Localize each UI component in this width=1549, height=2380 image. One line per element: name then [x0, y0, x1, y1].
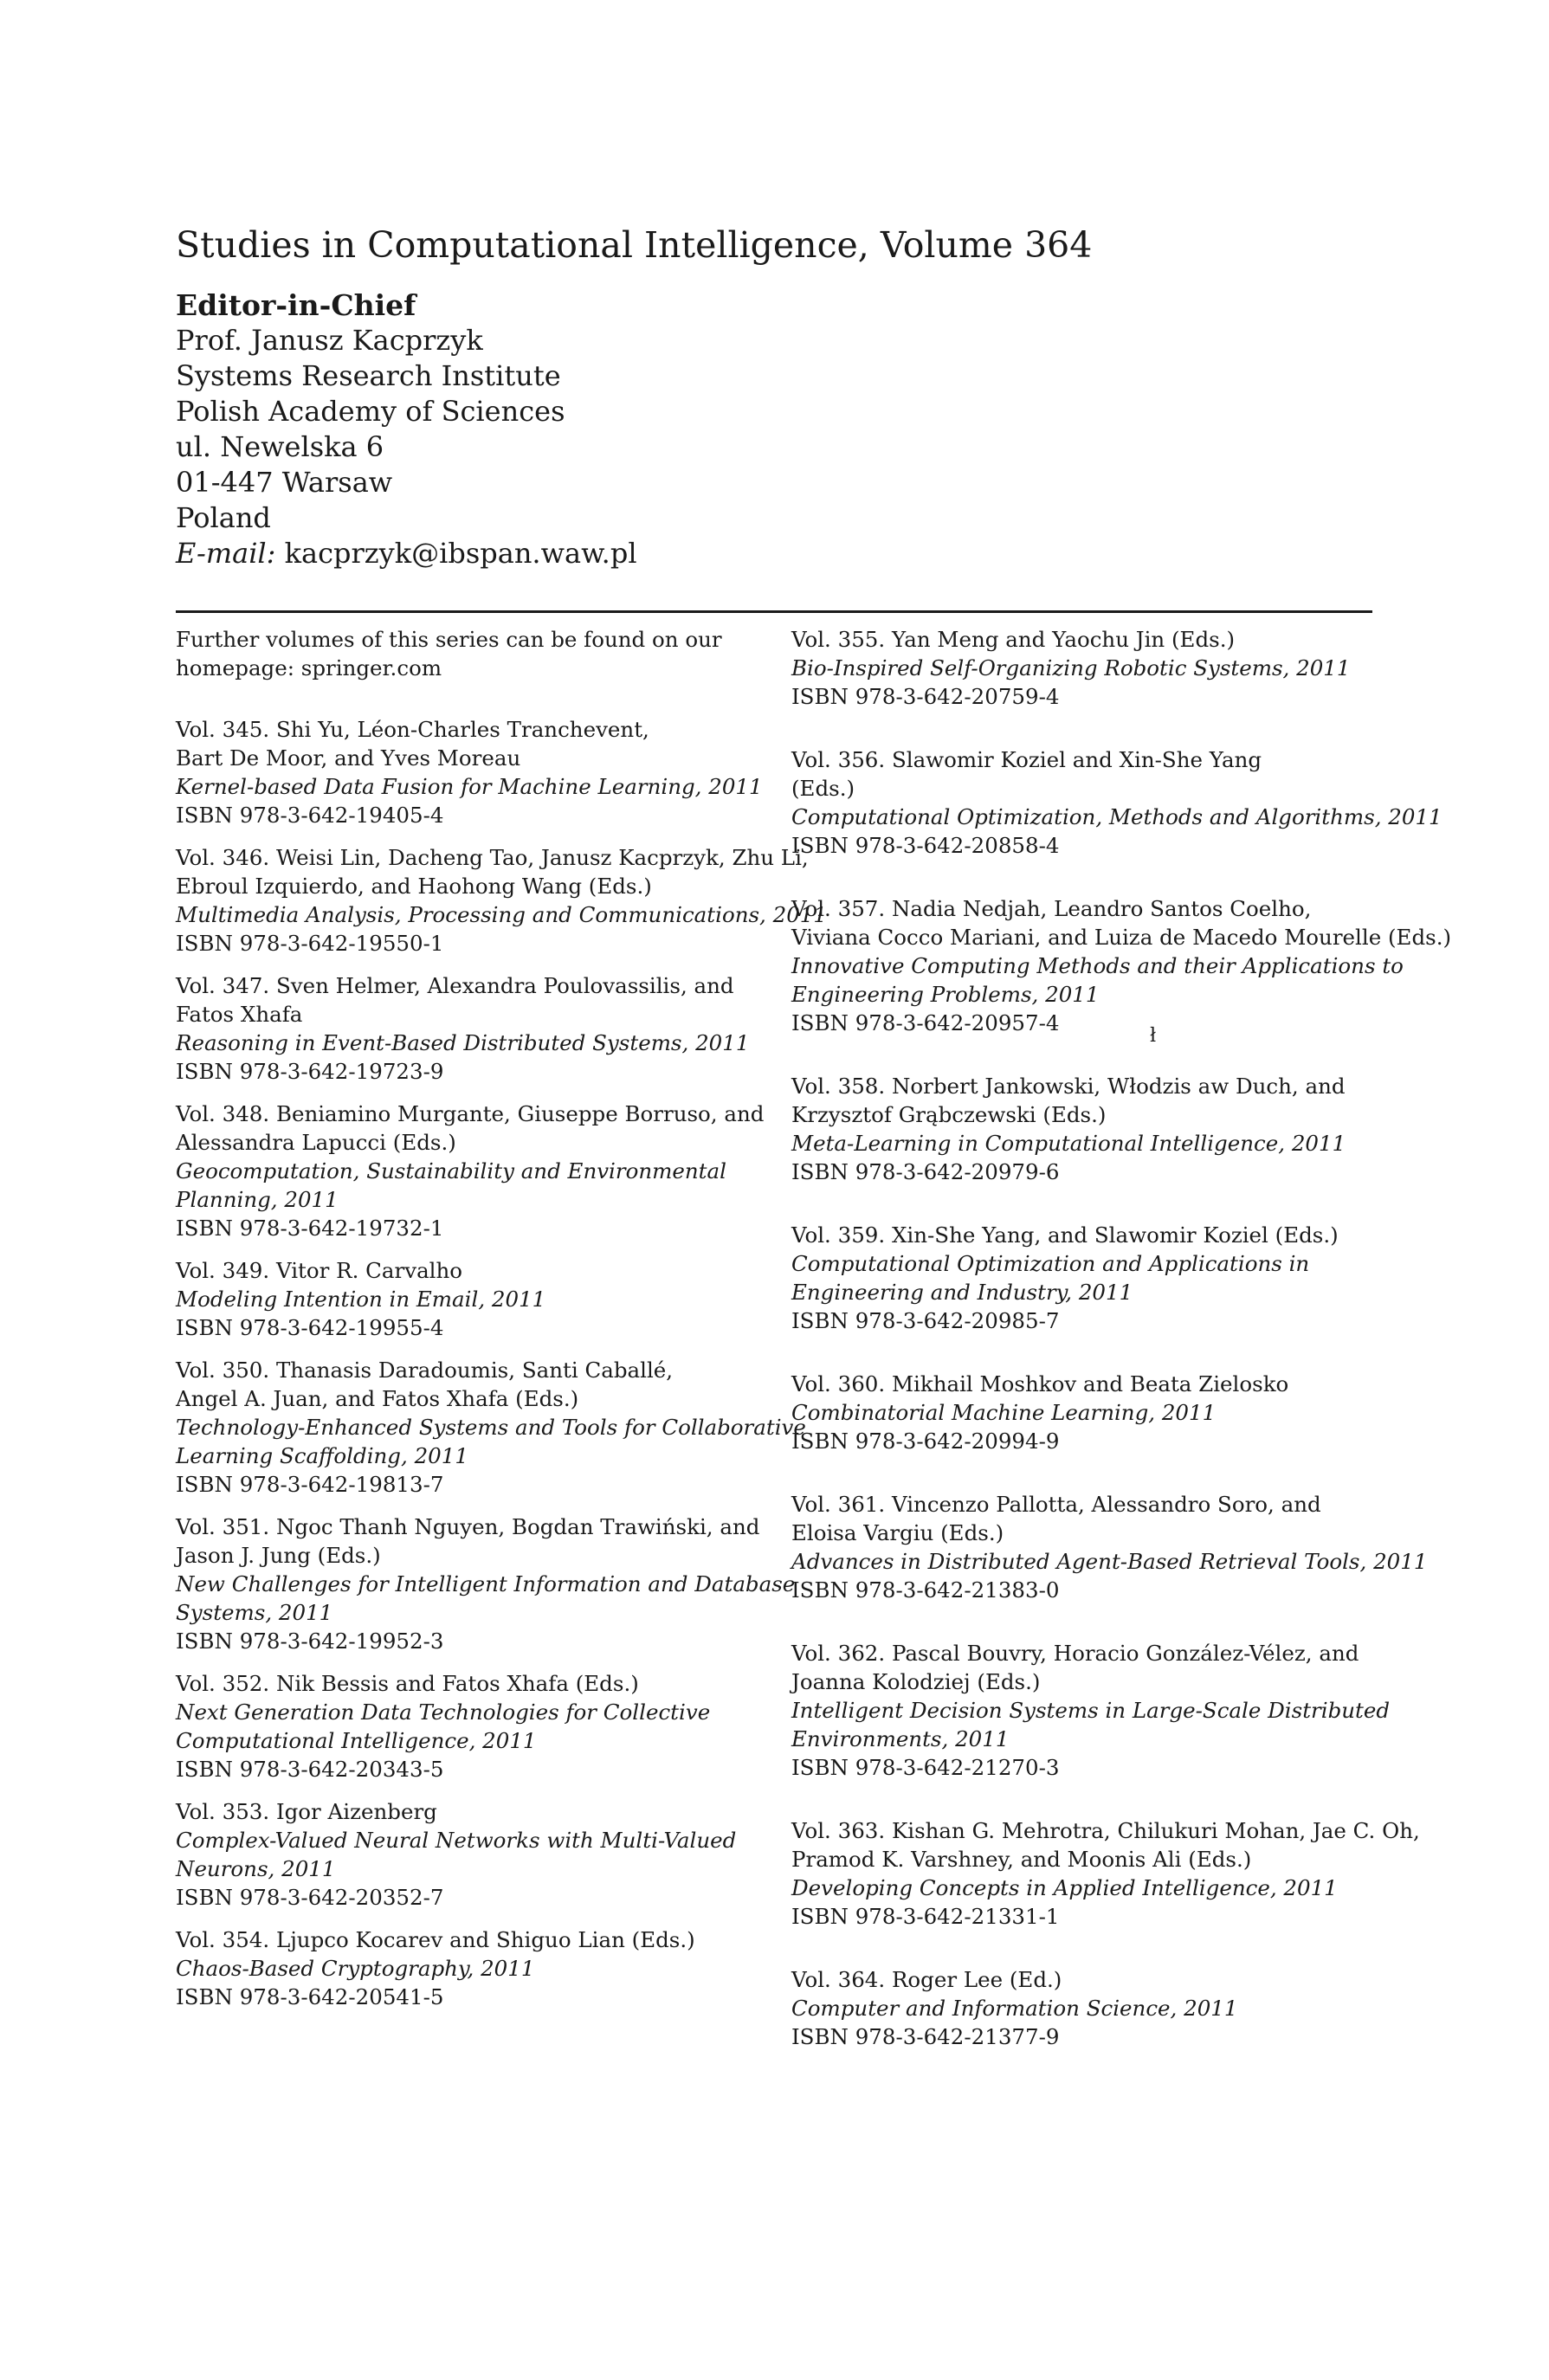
- volume-authors: Vol. 364. Roger Lee (Ed.): [791, 1967, 1062, 1992]
- volume-title: Technology-Enhanced Systems and Tools for Collaborative: [176, 1415, 806, 1440]
- volume-authors: Eloisa Vargiu (Eds.): [791, 1520, 1004, 1545]
- volume-title: Systems, 2011: [176, 1600, 333, 1625]
- address-line: Polish Academy of Sciences: [176, 395, 565, 428]
- address-line: 01-447 Warsaw: [176, 466, 393, 499]
- volume-authors: Angel A. Juan, and Fatos Xhafa (Eds.): [176, 1386, 579, 1411]
- editor-name: Prof. Janusz Kacprzyk: [176, 324, 483, 357]
- volume-isbn: ISBN 978-3-642-21270-3: [791, 1755, 1060, 1780]
- volume-authors: Vol. 362. Pascal Bouvry, Horacio González-Vélez, and: [791, 1641, 1359, 1666]
- volume-isbn: ISBN 978-3-642-19405-4: [176, 803, 444, 828]
- volume-authors: Joanna Kolodziej (Eds.): [791, 1669, 1041, 1694]
- volume-title: Learning Scaffolding, 2011: [176, 1443, 468, 1468]
- volume-authors: Vol. 350. Thanasis Daradoumis, Santi Caballé,: [176, 1358, 674, 1383]
- volume-authors: Pramod K. Varshney, and Moonis Ali (Eds.): [791, 1847, 1252, 1872]
- volume-entry: [176, 1797, 756, 1912]
- editor-heading: Editor-in-Chief: [176, 288, 416, 322]
- volume-entry: [176, 1256, 756, 1342]
- volume-list-left: [176, 715, 827, 2011]
- volume-entry: [791, 1370, 1389, 1455]
- volume-title: Intelligent Decision Systems in Large-Scale Distributed: [791, 1698, 1391, 1723]
- volume-title: Advances in Distributed Agent-Based Retrieval Tools, 2011: [791, 1549, 1428, 1574]
- volume-entry: [791, 1221, 1389, 1335]
- volume-entry: [791, 1072, 1389, 1186]
- series-intro: [176, 625, 756, 682]
- volume-isbn: ISBN 978-3-642-19723-9: [176, 1059, 444, 1084]
- volume-title: Computational Optimization and Applications in: [791, 1251, 1310, 1276]
- volume-title: Environments, 2011: [791, 1726, 1010, 1751]
- volume-authors: Viviana Cocco Mariani, and Luiza de Macedo Mourelle (Eds.): [791, 925, 1452, 950]
- volume-entry: [791, 625, 1389, 711]
- stray-mark: ł: [1150, 1025, 1157, 1047]
- volume-isbn: ISBN 978-3-642-20858-4: [791, 833, 1060, 858]
- volume-isbn: ISBN 978-3-642-20541-5: [176, 1984, 444, 2009]
- email-address: kacprzyk@ibspan.waw.pl: [284, 537, 637, 570]
- volume-title: Geocomputation, Sustainability and Environmental: [176, 1158, 726, 1184]
- volume-title: Multimedia Analysis, Processing and Communications, 2011: [176, 902, 827, 927]
- intro-line: homepage: springer.com: [176, 655, 442, 680]
- volume-entry: [791, 1490, 1428, 1604]
- volume-isbn: ISBN 978-3-642-20979-6: [791, 1159, 1060, 1184]
- volume-authors: Vol. 358. Norbert Jankowski, Włodzis aw Duch, and: [791, 1074, 1346, 1099]
- volume-isbn: ISBN 978-3-642-21377-9: [791, 2024, 1060, 2049]
- volume-isbn: ISBN 978-3-642-19813-7: [176, 1472, 444, 1497]
- volume-authors: (Eds.): [791, 776, 855, 801]
- volume-title: Chaos-Based Cryptography, 2011: [176, 1956, 535, 1981]
- address-line: Poland: [176, 501, 271, 534]
- volume-authors: Ebroul Izquierdo, and Haohong Wang (Eds.): [176, 874, 652, 899]
- volume-authors: Alessandra Lapucci (Eds.): [176, 1130, 456, 1155]
- volume-entry: [176, 1356, 806, 1499]
- volume-title: Computational Optimization, Methods and Algorithms, 2011: [791, 804, 1443, 829]
- volume-entry: [791, 745, 1443, 860]
- volume-authors: Vol. 363. Kishan G. Mehrotra, Chilukuri Mohan, Jae C. Oh,: [791, 1818, 1420, 1843]
- volume-authors: Vol. 360. Mikhail Moshkov and Beata Zielosko: [791, 1371, 1289, 1396]
- volume-title: Computational Intelligence, 2011: [176, 1728, 537, 1753]
- editor-block: [176, 287, 637, 571]
- volume-list-right: [791, 625, 1452, 2051]
- volume-authors: Vol. 359. Xin-She Yang, and Slawomir Koziel (Eds.): [791, 1222, 1339, 1248]
- address-line: ul. Newelska 6: [176, 430, 384, 463]
- volume-title: Bio-Inspired Self-Organizing Robotic Systems, 2011: [791, 655, 1351, 680]
- volume-entry: [791, 1639, 1389, 1782]
- volume-authors: Vol. 352. Nik Bessis and Fatos Xhafa (Eds.): [176, 1671, 639, 1696]
- volume-title: Developing Concepts in Applied Intelligence, 2011: [791, 1875, 1338, 1900]
- volume-entry: [176, 1925, 756, 2011]
- volume-isbn: ISBN 978-3-642-20985-7: [791, 1308, 1060, 1333]
- volume-title: New Challenges for Intelligent Information and Database: [176, 1571, 796, 1596]
- volume-authors: Vol. 351. Ngoc Thanh Nguyen, Bogdan Trawiński, and: [176, 1514, 760, 1539]
- volume-authors: Vol. 346. Weisi Lin, Dacheng Tao, Janusz Kacprzyk, Zhu Li,: [176, 845, 809, 870]
- volume-authors: Jason J. Jung (Eds.): [176, 1543, 381, 1568]
- volume-authors: Vol. 361. Vincenzo Pallotta, Alessandro Soro, and: [791, 1492, 1321, 1517]
- volume-authors: Vol. 354. Ljupco Kocarev and Shiguo Lian (Eds.): [176, 1927, 695, 1952]
- volume-authors: Vol. 349. Vitor R. Carvalho: [176, 1258, 463, 1283]
- volume-title: Complex-Valued Neural Networks with Multi-Valued: [176, 1828, 737, 1853]
- email-label: E-mail:: [176, 537, 276, 570]
- email-line: [176, 536, 637, 571]
- volume-title: Next Generation Data Technologies for Collective: [176, 1700, 711, 1725]
- volume-isbn: ISBN 978-3-642-20957-4: [791, 1010, 1060, 1035]
- volume-title: Modeling Intention in Email, 2011: [176, 1287, 546, 1312]
- volume-authors: Vol. 347. Sven Helmer, Alexandra Poulovassilis, and: [176, 973, 734, 998]
- volume-entry: [176, 843, 827, 958]
- volume-authors: Vol. 345. Shi Yu, Léon-Charles Tranchevent,: [176, 717, 649, 742]
- page-title: Studies in Computational Intelligence, Volume 364: [176, 224, 1093, 266]
- volume-isbn: ISBN 978-3-642-20352-7: [176, 1885, 444, 1910]
- volume-title: Engineering Problems, 2011: [791, 982, 1100, 1007]
- volume-entry: [791, 894, 1452, 1037]
- volume-authors: Vol. 357. Nadia Nedjah, Leandro Santos Coelho,: [791, 896, 1312, 921]
- volume-isbn: ISBN 978-3-642-19550-1: [176, 931, 444, 956]
- volume-title: Neurons, 2011: [176, 1856, 336, 1881]
- volume-authors: Vol. 348. Beniamino Murgante, Giuseppe Borruso, and: [176, 1101, 765, 1126]
- volume-title: Combinatorial Machine Learning, 2011: [791, 1400, 1217, 1425]
- volume-isbn: ISBN 978-3-642-19952-3: [176, 1629, 444, 1654]
- volume-authors: Bart De Moor, and Yves Moreau: [176, 745, 521, 771]
- volume-title: Computer and Information Science, 2011: [791, 1996, 1238, 2021]
- volume-entry: [791, 1816, 1420, 1931]
- volume-title: Meta-Learning in Computational Intelligence, 2011: [791, 1131, 1346, 1156]
- volume-authors: Vol. 353. Igor Aizenberg: [176, 1799, 437, 1824]
- volume-isbn: ISBN 978-3-642-20343-5: [176, 1757, 444, 1782]
- volume-title: Reasoning in Event-Based Distributed Systems, 2011: [176, 1030, 750, 1055]
- volume-entry: [176, 1512, 796, 1655]
- volume-title: Engineering and Industry, 2011: [791, 1280, 1133, 1305]
- volume-authors: Krzysztof Grąbczewski (Eds.): [791, 1102, 1107, 1127]
- volume-isbn: ISBN 978-3-642-21331-1: [791, 1904, 1060, 1929]
- volume-title: Planning, 2011: [176, 1187, 339, 1212]
- volume-authors: Vol. 355. Yan Meng and Yaochu Jin (Eds.): [791, 627, 1236, 652]
- volume-authors: Vol. 356. Slawomir Koziel and Xin-She Yang: [791, 747, 1262, 772]
- volume-entry: [176, 1669, 756, 1783]
- volume-isbn: ISBN 978-3-642-19732-1: [176, 1216, 444, 1241]
- horizontal-rule: [176, 610, 1372, 613]
- volume-isbn: ISBN 978-3-642-19955-4: [176, 1315, 444, 1340]
- right-column: [791, 625, 1452, 2086]
- left-column: [176, 625, 827, 2025]
- volume-isbn: ISBN 978-3-642-20994-9: [791, 1429, 1060, 1454]
- volume-isbn: ISBN 978-3-642-21383-0: [791, 1577, 1060, 1603]
- volume-isbn: ISBN 978-3-642-20759-4: [791, 684, 1060, 709]
- volume-title: Innovative Computing Methods and their Applications to: [791, 953, 1404, 978]
- volume-title: Kernel-based Data Fusion for Machine Learning, 2011: [176, 774, 763, 799]
- intro-line: Further volumes of this series can be found on our: [176, 627, 722, 652]
- volume-entry: [791, 1965, 1389, 2051]
- address-line: Systems Research Institute: [176, 359, 561, 392]
- volume-entry: [176, 715, 763, 829]
- volume-entry: [176, 971, 756, 1086]
- volume-entry: [176, 1100, 765, 1242]
- volume-authors: Fatos Xhafa: [176, 1002, 303, 1027]
